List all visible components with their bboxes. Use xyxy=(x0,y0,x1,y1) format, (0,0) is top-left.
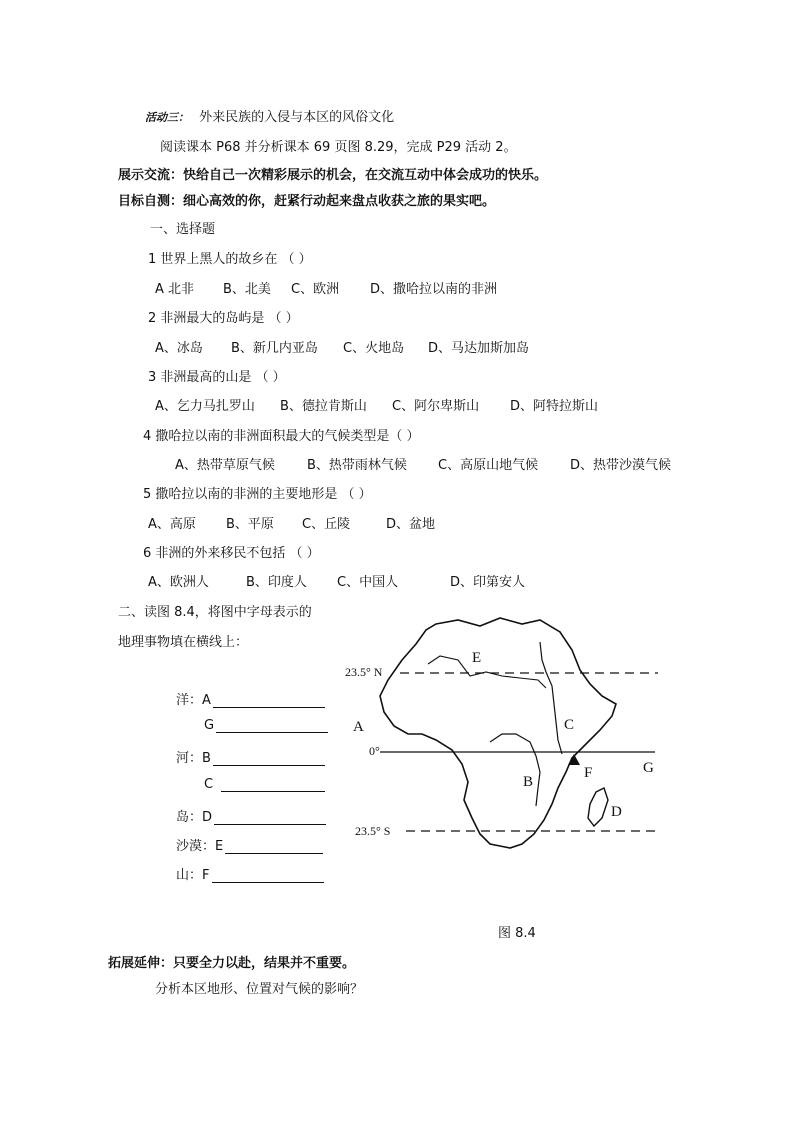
question-5-option-a: A、高原 xyxy=(148,517,196,532)
question-6-option-b: B、印度人 xyxy=(246,575,307,590)
question-1-option-b: B、北美 xyxy=(223,282,271,297)
question-3-option-a: A、乞力马扎罗山 xyxy=(155,399,255,414)
self-test-label: 目标自测： xyxy=(118,194,184,209)
map-label-a: A xyxy=(353,719,364,735)
answer-blank-c[interactable] xyxy=(221,779,325,792)
answer-blank-d[interactable] xyxy=(214,812,326,825)
question-2-option-c: C、火地岛 xyxy=(343,341,405,356)
fill-item-c: C xyxy=(204,777,325,792)
question-5: 5 撒哈拉以南的非洲的主要地形是 （ ） xyxy=(143,487,372,502)
question-3-option-b: B、德拉肯斯山 xyxy=(280,399,367,414)
activity3-heading xyxy=(145,106,394,125)
fill-item-f: 山：F xyxy=(176,864,324,883)
answer-blank-g[interactable] xyxy=(216,720,328,733)
kilimanjaro-triangle-icon xyxy=(568,754,580,765)
question-4-option-a: A、热带草原气候 xyxy=(175,458,275,473)
question-3-option-c: C、阿尔卑斯山 xyxy=(392,399,480,414)
question-6-option-c: C、中国人 xyxy=(337,575,399,590)
exchange-text: 快给自己一次精彩展示的机会，在交流互动中体会成功的快乐。 xyxy=(183,168,548,183)
map-label-b: B xyxy=(523,774,534,790)
map-label-d: D xyxy=(611,804,622,820)
question-2-option-a: A、冰岛 xyxy=(155,341,203,356)
section2-line2: 地理事物填在横线上： xyxy=(118,635,249,650)
fill-item-g: G xyxy=(204,718,328,733)
map-label-f: F xyxy=(584,765,593,781)
fill-item-d: 岛：D xyxy=(176,806,326,825)
question-3-option-d: D、阿特拉斯山 xyxy=(510,399,599,414)
map-label-c: C xyxy=(564,717,575,733)
self-test-line xyxy=(118,190,495,209)
tropic-of-cancer-label: 23.5° N xyxy=(345,665,383,679)
question-1: 1 世界上黑人的故乡在 （ ） xyxy=(148,252,312,267)
question-6: 6 非洲的外来移民不包括 （ ） xyxy=(143,546,320,561)
question-2-option-d: D、马达加斯加岛 xyxy=(428,341,530,356)
question-4-option-b: B、热带雨林气候 xyxy=(307,458,407,473)
answer-blank-f[interactable] xyxy=(212,870,324,883)
extension-label: 拓展延伸： xyxy=(108,956,174,971)
question-5-option-c: C、丘陵 xyxy=(302,517,351,532)
question-5-option-d: D、盆地 xyxy=(386,517,436,532)
activity3-label: 活动三： xyxy=(145,111,189,124)
question-3: 3 非洲最高的山是 （ ） xyxy=(148,370,286,385)
question-1-option-d: D、撒哈拉以南的非洲 xyxy=(370,282,498,297)
africa-map xyxy=(340,612,670,902)
question-1-option-a: A 北非 xyxy=(155,282,195,297)
question-2-option-b: B、新几内亚岛 xyxy=(231,341,318,356)
fill-item-a: 洋：A xyxy=(176,689,325,708)
tropic-of-capricorn-label: 23.5° S xyxy=(355,824,391,838)
map-label-g: G xyxy=(643,760,654,776)
extension-line xyxy=(108,952,355,971)
fill-item-b: 河：B xyxy=(176,747,325,766)
exchange-line xyxy=(118,164,547,183)
self-test-text: 细心高效的你，赶紧行动起来盘点收获之旅的果实吧。 xyxy=(183,194,496,209)
question-4: 4 撒哈拉以南的非洲面积最大的气候类型是（ ） xyxy=(143,429,420,444)
africa-outline xyxy=(380,618,616,848)
question-4-option-d: D、热带沙漠气候 xyxy=(570,458,672,473)
question-1-option-c: C、欧洲 xyxy=(291,282,340,297)
section2-line1: 二、读图 8.4，将图中字母表示的 xyxy=(118,605,312,620)
answer-blank-a[interactable] xyxy=(213,695,325,708)
sahara-boundary xyxy=(428,656,546,688)
extension-text: 只要全力以赴，结果并不重要。 xyxy=(173,956,356,971)
question-6-option-a: A、欧洲人 xyxy=(148,575,209,590)
madagascar-island xyxy=(588,788,608,826)
activity3-title: 外来民族的入侵与本区的风俗文化 xyxy=(199,110,395,125)
fill-item-e: 沙漠：E xyxy=(176,835,323,854)
question-4-option-c: C、高原山地气候 xyxy=(438,458,539,473)
answer-blank-e[interactable] xyxy=(225,841,323,854)
question-5-option-b: B、平原 xyxy=(226,517,274,532)
equator-label: 0° xyxy=(369,744,380,758)
answer-blank-b[interactable] xyxy=(213,753,325,766)
question-6-option-d: D、印第安人 xyxy=(450,575,526,590)
map-label-e: E xyxy=(472,650,482,666)
map-caption: 图 8.4 xyxy=(498,926,536,941)
congo-river xyxy=(490,734,540,806)
extension-question: 分析本区地形、位置对气候的影响？ xyxy=(155,982,364,997)
activity3-instruction: 阅读课本 P68 并分析课本 69 页图 8.29，完成 P29 活动 2。 xyxy=(160,140,517,155)
question-2: 2 非洲最大的岛屿是 （ ） xyxy=(148,311,299,326)
nile-river xyxy=(540,642,562,754)
section1-title: 一、选择题 xyxy=(150,222,216,237)
exchange-label: 展示交流： xyxy=(118,168,184,183)
